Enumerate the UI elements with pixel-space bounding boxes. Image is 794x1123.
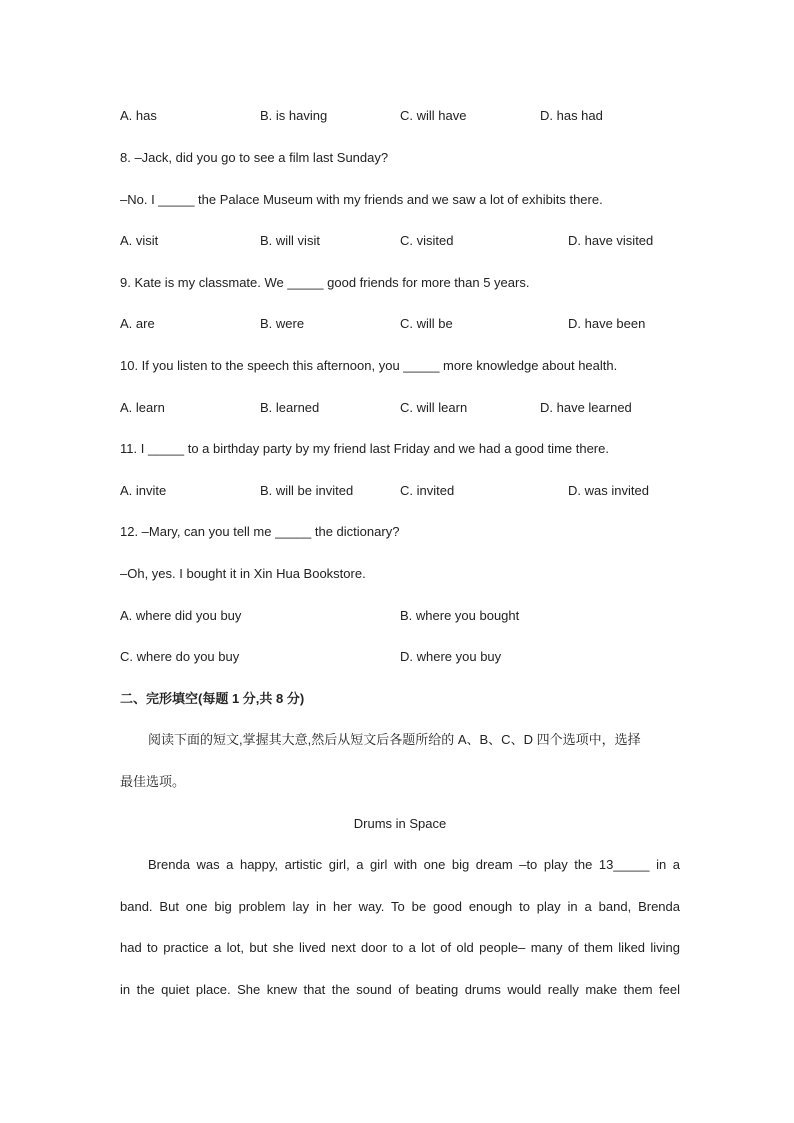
q8-option-b: B. will visit (260, 233, 320, 248)
passage-title: Drums in Space (353, 816, 447, 831)
q9-option-a: A. are (120, 316, 155, 331)
q8-reply: –No. I _____ the Palace Museum with my friends and we saw a lot of exhibits there. (120, 192, 603, 207)
q9-options (120, 314, 680, 334)
q12-option-b: B. where you bought (400, 608, 520, 623)
q8-option-d: D. have visited (568, 233, 654, 248)
q9-question: 9. Kate is my classmate. We _____ good friends for more than 5 years. (120, 275, 530, 290)
q10-option-c: C. will learn (400, 400, 468, 415)
q11-option-d: D. was invited (568, 483, 649, 498)
section-instruction-line1: 阅读下面的短文,掌握其大意,然后从短文后各题所给的 A、B、C、D 四个选项中，选择 (148, 732, 641, 747)
q9-option-b: B. were (260, 316, 305, 331)
q9-option-c: C. will be (400, 316, 453, 331)
q8-question: 8. –Jack, did you go to see a film last Sunday? (120, 150, 389, 165)
passage-line: in the quiet place. She knew that the sound of beating drums would really make them feel (120, 982, 680, 997)
q9-option-d: D. have been (568, 316, 646, 331)
passage-line: had to practice a lot, but she lived next door to a lot of old people– many of them liked living (120, 940, 680, 955)
q10-question: 10. If you listen to the speech this afternoon, you _____ more knowledge about health. (120, 358, 618, 373)
q7-option-c: C. will have (400, 108, 467, 123)
q12-option-d: D. where you buy (400, 649, 502, 664)
q7-option-d: D. has had (540, 108, 603, 123)
q8-option-c: C. visited (400, 233, 454, 248)
q12-options-row1 (120, 606, 680, 626)
q7-option-a: A. has (120, 108, 157, 123)
q11-option-a: A. invite (120, 483, 167, 498)
q8-option-a: A. visit (120, 233, 159, 248)
q10-option-a: A. learn (120, 400, 165, 415)
q8-options (120, 231, 680, 251)
q11-question: 11. I _____ to a birthday party by my friend last Friday and we had a good time there. (120, 441, 609, 456)
q10-option-d: D. have learned (540, 400, 632, 415)
passage-line: Brenda was a happy, artistic girl, a girl with one big dream –to play the 13_____ in a (148, 857, 680, 872)
q10-option-b: B. learned (260, 400, 320, 415)
q10-options (120, 398, 680, 418)
q12-option-a: A. where did you buy (120, 608, 242, 623)
section-heading: 二、完形填空(每题 1 分,共 8 分) (120, 691, 305, 706)
q7-options (120, 106, 680, 126)
q12-reply: –Oh, yes. I bought it in Xin Hua Bookstore. (120, 566, 366, 581)
q7-option-b: B. is having (260, 108, 328, 123)
passage-line: band. But one big problem lay in her way. To be good enough to play in a band, Brenda (120, 899, 680, 914)
section-instruction-line2: 最佳选项。 (120, 774, 186, 789)
q11-option-b: B. will be invited (260, 483, 354, 498)
q12-question: 12. –Mary, can you tell me _____ the dictionary? (120, 524, 400, 539)
q12-option-c: C. where do you buy (120, 649, 240, 664)
q12-options-row2 (120, 647, 680, 667)
q11-option-c: C. invited (400, 483, 455, 498)
q11-options (120, 481, 680, 501)
